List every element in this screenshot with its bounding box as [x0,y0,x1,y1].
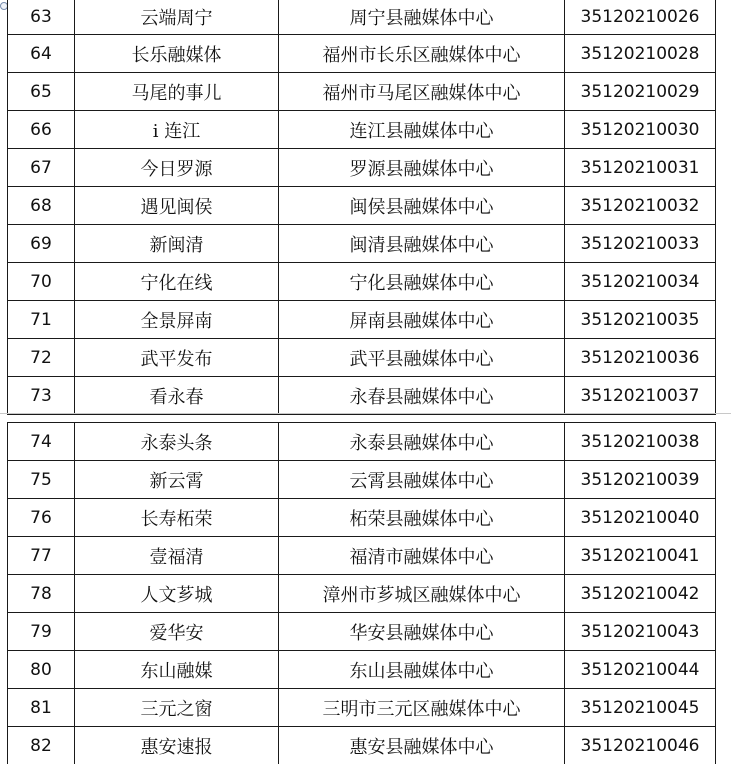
page-break-divider [0,413,731,414]
table-row [8,187,716,225]
row-number: 72 [8,339,75,377]
registration-code: 35120210040 [565,499,716,537]
registration-code: 35120210031 [565,149,716,187]
operator-org: 周宁县融媒体中心 [279,0,565,35]
account-name: 看永春 [75,377,279,415]
registry-table-bottom [7,422,716,764]
row-number: 70 [8,263,75,301]
table-row [8,499,716,537]
operator-org: 屏南县融媒体中心 [279,301,565,339]
operator-org: 漳州市芗城区融媒体中心 [279,575,565,613]
registration-code: 35120210035 [565,301,716,339]
account-name: 遇见闽侯 [75,187,279,225]
operator-org: 武平县融媒体中心 [279,339,565,377]
operator-org: 云霄县融媒体中心 [279,461,565,499]
registration-code: 35120210046 [565,727,716,764]
table-row [8,339,716,377]
account-name: 长寿柘荣 [75,499,279,537]
operator-org: 罗源县融媒体中心 [279,149,565,187]
registration-code: 35120210030 [565,111,716,149]
row-number: 75 [8,461,75,499]
account-name: 云端周宁 [75,0,279,35]
account-name: 长乐融媒体 [75,35,279,73]
registration-code: 35120210037 [565,377,716,415]
account-name: 三元之窗 [75,689,279,727]
table-row [8,225,716,263]
row-number: 81 [8,689,75,727]
operator-org: 惠安县融媒体中心 [279,727,565,764]
registration-code: 35120210044 [565,651,716,689]
operator-org: 永春县融媒体中心 [279,377,565,415]
registration-code: 35120210038 [565,423,716,461]
operator-org: 闽清县融媒体中心 [279,225,565,263]
registration-code: 35120210043 [565,613,716,651]
row-number: 76 [8,499,75,537]
account-name: i 连江 [75,111,279,149]
account-name: 马尾的事儿 [75,73,279,111]
registration-code: 35120210036 [565,339,716,377]
account-name: 爱华安 [75,613,279,651]
table-row [8,0,716,35]
operator-org: 柘荣县融媒体中心 [279,499,565,537]
row-number: 71 [8,301,75,339]
row-number: 69 [8,225,75,263]
account-name: 宁化在线 [75,263,279,301]
account-name: 今日罗源 [75,149,279,187]
table-row [8,537,716,575]
operator-org: 三明市三元区融媒体中心 [279,689,565,727]
registration-code: 35120210032 [565,187,716,225]
row-number: 65 [8,73,75,111]
account-name: 东山融媒 [75,651,279,689]
operator-org: 宁化县融媒体中心 [279,263,565,301]
registry-table-top [7,0,716,415]
row-number: 77 [8,537,75,575]
operator-org: 华安县融媒体中心 [279,613,565,651]
row-number: 78 [8,575,75,613]
registration-code: 35120210042 [565,575,716,613]
table-row [8,575,716,613]
registration-code: 35120210033 [565,225,716,263]
registration-code: 35120210026 [565,0,716,35]
registration-code: 35120210028 [565,35,716,73]
table-row [8,689,716,727]
operator-org: 福州市马尾区融媒体中心 [279,73,565,111]
row-number: 66 [8,111,75,149]
account-name: 永泰头条 [75,423,279,461]
registration-code: 35120210034 [565,263,716,301]
table-row [8,73,716,111]
row-number: 74 [8,423,75,461]
row-number: 82 [8,727,75,764]
operator-org: 东山县融媒体中心 [279,651,565,689]
account-name: 人文芗城 [75,575,279,613]
row-number: 79 [8,613,75,651]
table-row [8,35,716,73]
row-number: 73 [8,377,75,415]
row-number: 68 [8,187,75,225]
operator-org: 闽侯县融媒体中心 [279,187,565,225]
table-row [8,111,716,149]
account-name: 新云霄 [75,461,279,499]
operator-org: 福州市长乐区融媒体中心 [279,35,565,73]
table-row [8,461,716,499]
operator-org: 福清市融媒体中心 [279,537,565,575]
table-row [8,377,716,415]
account-name: 全景屏南 [75,301,279,339]
table-row [8,423,716,461]
registration-code: 35120210045 [565,689,716,727]
table-row [8,149,716,187]
table-row [8,613,716,651]
table-row [8,727,716,764]
table-row [8,651,716,689]
registration-code: 35120210039 [565,461,716,499]
table-row [8,263,716,301]
account-name: 新闽清 [75,225,279,263]
account-name: 武平发布 [75,339,279,377]
registration-code: 35120210029 [565,73,716,111]
row-number: 63 [8,0,75,35]
operator-org: 连江县融媒体中心 [279,111,565,149]
row-number: 67 [8,149,75,187]
table-row [8,301,716,339]
account-name: 壹福清 [75,537,279,575]
account-name: 惠安速报 [75,727,279,764]
registration-code: 35120210041 [565,537,716,575]
row-number: 80 [8,651,75,689]
row-number: 64 [8,35,75,73]
operator-org: 永泰县融媒体中心 [279,423,565,461]
